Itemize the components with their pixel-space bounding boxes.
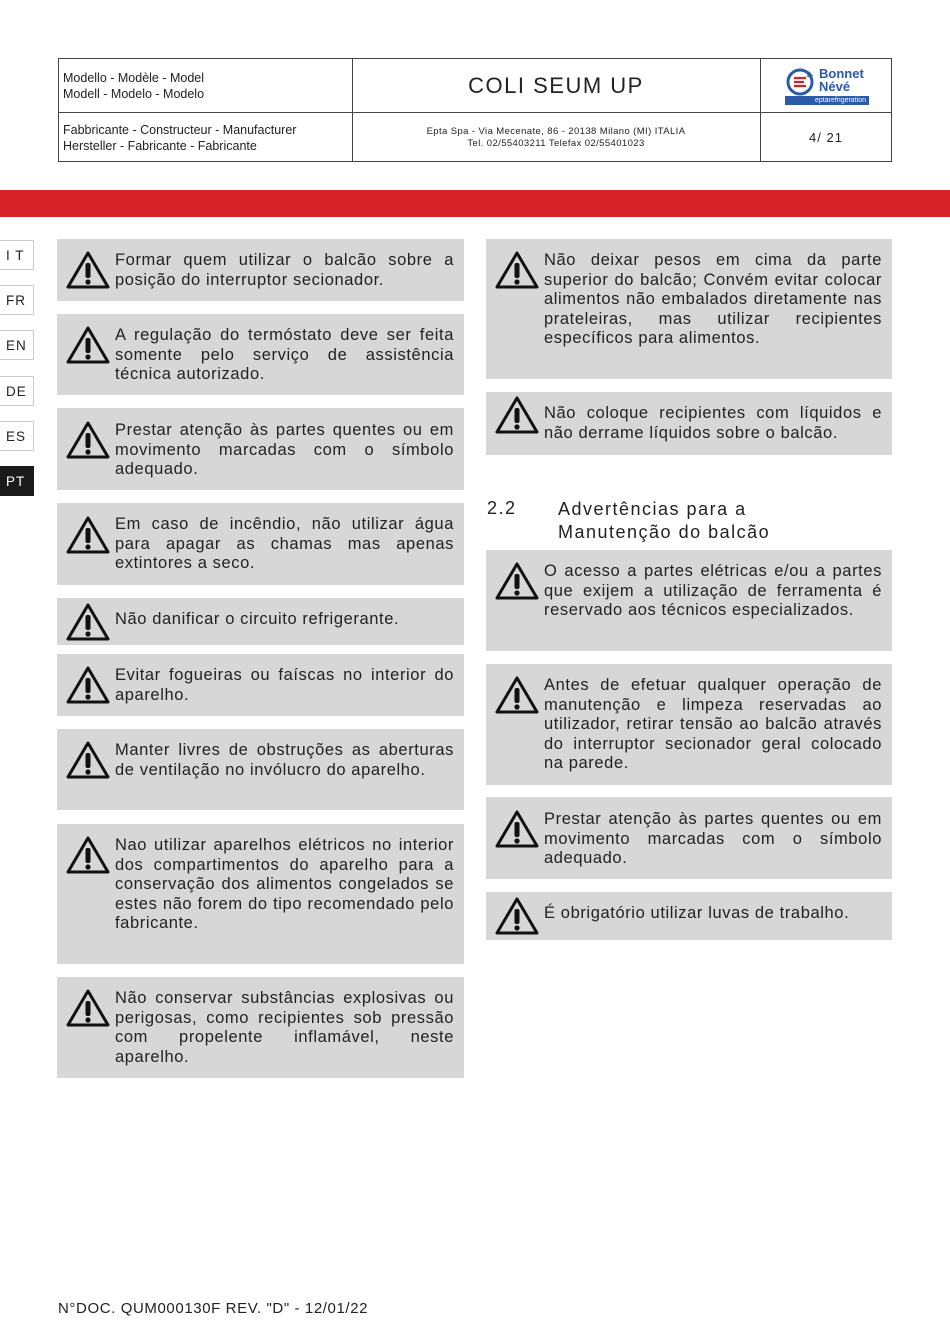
warning-text: A regulação do termóstato deve ser feita somente pelo serviço de assistência técnica autorizado. [115,326,454,383]
warning-text: Não conservar substâncias explosivas ou perigosas, como recipientes sob pressão com propelente inflamável, neste aparelho. [115,989,454,1066]
logo-text [819,67,864,93]
model-label [63,70,351,102]
warning-triangle-icon [66,835,110,875]
brand-logo [761,59,891,112]
address-line: Tel. 02/55403211 Telefax 02/55401023 [467,137,645,149]
warning-triangle-icon [66,420,110,460]
warning-text: Em caso de incêndio, não utilizar água para apagar as chamas mas apenas extintores a seco. [115,515,454,572]
manufacturer-label [63,122,351,154]
section-title: Advertências para a Manutenção do balcão [558,499,771,542]
model-title: COLI SEUM UP [468,72,644,98]
red-band [0,190,950,217]
warning-triangle-icon [66,515,110,555]
logo-line: Névé [819,79,851,94]
warning-text: Nao utilizar aparelhos elétricos no interior dos compartimentos do aparelho para a conservação dos alimentos congelados se estes não forem do tipo recomendado pelo fabricante. [115,836,454,932]
warning-triangle-icon [66,665,110,705]
lang-tab-pt[interactable]: PT [0,466,34,496]
lang-tab-en[interactable]: EN [0,330,34,360]
warning-text: Antes de efetuar qualquer operação de manutenção e limpeza reservadas ao utilizador, retirar tensão ao balcão através do interruptor secionador geral colocado na parede. [544,676,882,772]
lang-tab-fr[interactable]: FR [0,285,34,315]
manufacturer-label-line: Fabbricante - Constructeur - Manufacturer [63,123,297,137]
warning-box [57,408,464,490]
lang-tab-it[interactable]: I T [0,240,34,270]
section-number: 2.2 [487,498,517,518]
warning-text: Prestar atenção às partes quentes ou em movimento marcadas com o símbolo adequado. [115,421,454,478]
warning-triangle-icon [495,809,539,849]
warning-text: Não coloque recipientes com líquidos e não derrame líquidos sobre o balcão. [544,404,882,442]
page-number: 4/ 21 [809,130,843,145]
warning-box [57,503,464,585]
model-label-line: Modell - Modelo - Modelo [63,87,205,101]
warning-triangle-icon [495,250,539,290]
warning-box [57,729,464,810]
logo-swirl-icon [785,67,815,97]
logo-tagline: eptarefrigeration [785,96,869,105]
warning-box [57,654,464,716]
warning-triangle-icon [495,896,539,936]
warning-box [486,892,892,940]
warning-box [57,824,464,964]
warning-triangle-icon [495,675,539,715]
warning-box [486,797,892,879]
warning-text: Não danificar o circuito refrigerante. [115,610,400,628]
warning-triangle-icon [66,740,110,780]
warning-text: Manter livres de obstruções as aberturas de ventilação no invólucro do aparelho. [115,741,454,779]
warning-box [486,550,892,651]
warning-box [57,239,464,301]
manufacturer-label-line: Hersteller - Fabricante - Fabricante [63,139,257,153]
warning-text: Evitar fogueiras ou faíscas no interior do aparelho. [115,666,454,704]
model-label-line: Modello - Modèle - Model [63,71,205,85]
warning-box [57,314,464,395]
warning-triangle-icon [66,250,110,290]
lang-tab-de[interactable]: DE [0,376,34,406]
header-table [58,58,892,162]
warning-box [486,239,892,379]
warning-triangle-icon [66,988,110,1028]
logo-line: Bonnet [819,66,864,81]
warning-triangle-icon [66,325,110,365]
warning-text: O acesso a partes elétricas e/ou a partes que exijem a utilização de ferramenta é reservado aos técnicos especializados. [544,562,882,619]
warning-text: Não deixar pesos em cima da parte superior do balcão; Convém evitar colocar alimentos não embalados diretamente nas prateleiras, mas utilizar recipientes específicos para alimentos. [544,251,882,347]
warning-box [486,664,892,785]
warning-box [486,392,892,455]
warning-text: É obrigatório utilizar luvas de trabalho. [544,904,850,922]
warning-triangle-icon [495,395,539,435]
address-line: Epta Spa - Via Mecenate, 86 - 20138 Milano (MI) ITALIA [426,125,686,137]
manufacturer-address [353,113,759,162]
warning-box [57,977,464,1078]
document-number: N°DOC. QUM000130F REV. "D" - 12/01/22 [58,1300,369,1317]
warning-text: Formar quem utilizar o balcão sobre a posição do interruptor secionador. [115,251,454,289]
lang-tab-es[interactable]: ES [0,421,34,451]
warning-text: Prestar atenção às partes quentes ou em movimento marcadas com o símbolo adequado. [544,810,882,867]
warning-box [57,598,464,645]
warning-triangle-icon [66,602,110,642]
warning-triangle-icon [495,561,539,601]
